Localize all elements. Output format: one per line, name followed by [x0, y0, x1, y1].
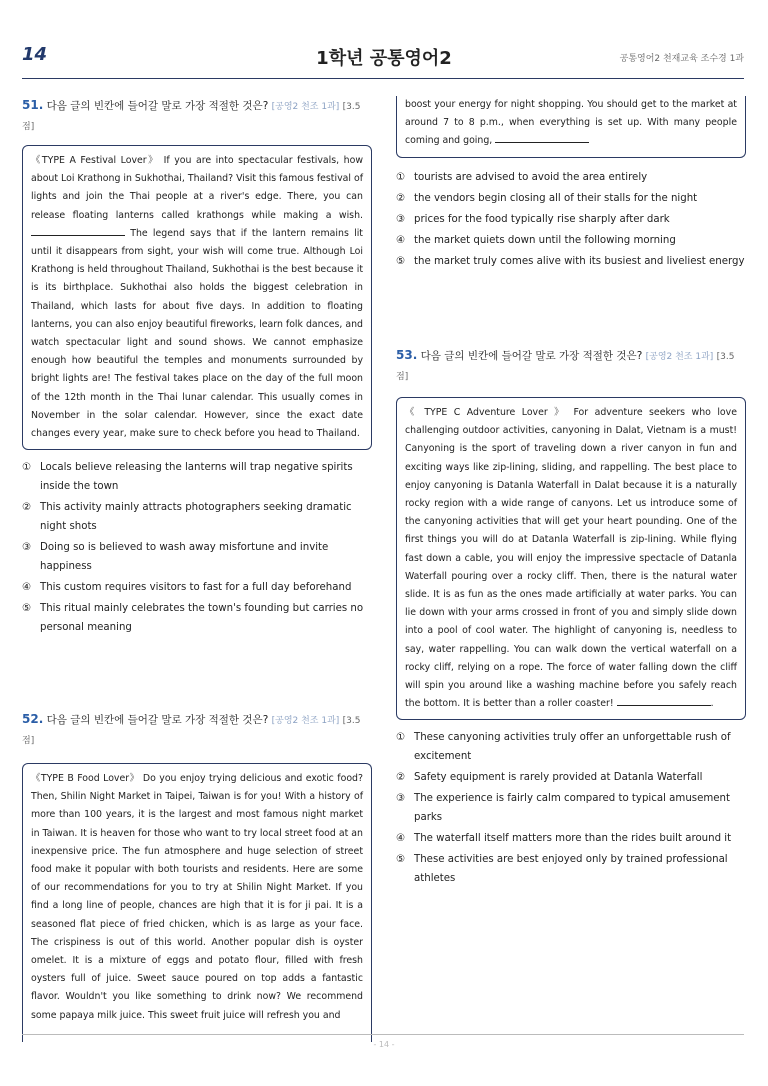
choice-text: Doing so is believed to wash away misfortune and invite happiness [40, 542, 329, 573]
footer-divider [22, 1034, 744, 1035]
choice-2[interactable] [22, 498, 372, 536]
choice-marker: ② [396, 192, 406, 204]
choice-marker: ② [22, 502, 32, 514]
left-column [22, 96, 372, 1021]
passage-text: 《 TYPE C Adventure Lover 》 For adventure seekers who love challenging outdoor activities, canyoning in Dalat, Vietnam is a must! Canyoning is the sport of traveling down a river canyon in fun and exciting ways like zip-lining, sliding, and rappelling. The best place to enjoy canyoning is Datanla Waterfall in Dalat because it is a naturally rocky region with a wide range of canyons. Let us introduce some of the canyoning activities that will get your heart pounding. One of the first things you will do at Datanla Waterfall is zip-lining. While flying fast down a cable, you will enjoy the impressive spectacle of Datanla Waterfall pouring over a rocky cliff. Then, there is the natural water slide. It is as fun as the ones made artificially at water parks. You can lie down with your arms crossed in front of you and simply slide down into a pool of cool water. The highlight of canyoning is, needless to say, water rappelling. You can walk down the vertical waterfall on a rocky cliff, relying on a rope. The force of water falling down the cliff will spin you around like a washing machine before you safely reach the bottom. It is better than a roller coaster! [405, 407, 737, 710]
choice-marker: ③ [396, 793, 406, 805]
question-points: [3.5점] [22, 102, 361, 132]
choice-4[interactable] [396, 829, 746, 848]
question-heading [396, 346, 746, 387]
choice-text: tourists are advised to avoid the area entirely [414, 171, 648, 183]
choice-5[interactable] [396, 252, 746, 271]
question-number: 53. [396, 348, 418, 362]
choice-marker: ⑤ [396, 255, 406, 267]
choice-text: the market quiets down until the following morning [414, 234, 676, 246]
question-51 [22, 96, 372, 637]
right-column [396, 96, 746, 885]
choice-4[interactable] [22, 578, 372, 597]
choice-marker: ④ [396, 833, 406, 845]
passage-box [22, 145, 372, 450]
question-points: [3.5점] [22, 716, 361, 746]
question-heading [22, 710, 372, 751]
question-points: [3.5점] [396, 352, 735, 382]
page-number: 14 [22, 44, 48, 65]
choice-text: This custom requires visitors to fast for a full day beforehand [40, 582, 352, 594]
page-title: 1학년 공통영어2 [316, 48, 452, 69]
choice-3[interactable] [396, 789, 746, 827]
choice-marker: ② [396, 772, 406, 784]
question-prompt: 다음 글의 빈칸에 들어갈 말로 가장 적절한 것은? [46, 100, 269, 112]
question-source: [공영2 천조 1과] [271, 102, 340, 112]
choice-marker: ③ [22, 542, 32, 554]
choice-text: The experience is fairly calm compared to typical amusement parks [414, 793, 730, 824]
choice-text: These activities are best enjoyed only by trained professional athletes [414, 854, 728, 885]
answer-blank [31, 225, 125, 236]
choice-1[interactable] [22, 458, 372, 496]
choice-5[interactable] [396, 850, 746, 888]
choice-text: Locals believe releasing the lanterns will trap negative spirits inside the town [40, 462, 353, 493]
choice-3[interactable] [22, 538, 372, 576]
header-subtitle: 공통영어2 천재교육 조수경 1과 [619, 54, 744, 64]
choice-marker: ① [396, 732, 406, 744]
sentence-period: . [710, 698, 714, 710]
choice-text: Safety equipment is rarely provided at Datanla Waterfall [414, 772, 703, 784]
choice-1[interactable] [396, 168, 746, 187]
question-53 [396, 346, 746, 890]
passage-box [22, 763, 372, 1042]
choice-text: the market truly comes alive with its busiest and liveliest energy [414, 255, 745, 267]
choice-text: the vendors begin closing all of their stalls for the night [414, 192, 698, 204]
footer-page-number: - 14 - [373, 1040, 395, 1049]
answer-blank [617, 695, 711, 706]
choice-text: The waterfall itself matters more than the rides built around it [414, 833, 732, 845]
passage-box-continued [396, 96, 746, 158]
choice-marker: ③ [396, 213, 406, 225]
choice-marker: ④ [396, 234, 406, 246]
choice-2[interactable] [396, 768, 746, 787]
passage-text: boost your energy for night shopping. You should get to the market at around 7 to 8 p.m., when everything is set up. With many people coming and going, [405, 99, 737, 147]
passage-text: 《TYPE B Food Lover》 Do you enjoy trying delicious and exotic food? Then, Shilin Night Market in Taipei, Taiwan is for you! With a history of more than 100 years, it is the largest and most famous night market in Taiwan. It is heaven for those who want to try local street food at an inexpensive price. The fun atmosphere and huge selection of street food make it popular with both tourists and residents. Here are some of our recommendations for you to try at Shilin Night Market. If you find a long line of people, chances are high that it is for ji pai. It is a seasoned flat piece of fried chicken, which is as large as your face. The crispiness is out of this world. Another popular dish is oyster omelet. It is a mixture of eggs and potato flour, filled with fresh oysters full of juice. Sweet sauce poured on top adds a fantastic flavor. Wouldn't you like something to drink now? We recommend some papaya milk juice. This sweet fruit juice will refresh you and [31, 773, 363, 1021]
passage-box [396, 397, 746, 720]
header-divider [22, 78, 744, 79]
question-source: [공영2 천조 1과] [271, 716, 340, 726]
choice-list [396, 728, 746, 888]
choice-4[interactable] [396, 231, 746, 250]
choice-1[interactable] [396, 728, 746, 766]
choice-marker: ⑤ [396, 854, 406, 866]
choice-text: This ritual mainly celebrates the town's founding but carries no personal meaning [40, 603, 364, 634]
passage-text: The legend says that if the lantern remains lit until it disappears from sight, your wish will come true. Although Loi Krathong is held throughout Thailand, Sukhothai is the best because it is its birthplace. Sukhothai also holds the biggest celebration in Thailand, which lasts for about five days. In addition to floating lanterns, you can also enjoy beautiful fireworks, learn folk dances, and watch spectacular light and sound shows. We cannot emphasize enough how beautiful the temples and monuments surrounded by bright lights are! The festival takes place on the day of the full moon of the 12th month in the Thai lunar calendar. This usually comes in November in the solar calendar. However, since the exact date changes every year, make sure to check before you head to Thailand. [31, 227, 363, 440]
choice-text: prices for the food typically rise sharply after dark [414, 213, 670, 225]
question-52 [22, 710, 372, 1042]
choice-list [22, 458, 372, 637]
choice-marker: ④ [22, 582, 32, 594]
question-number: 51. [22, 98, 44, 112]
passage-text: 《TYPE A Festival Lover》 If you are into spectacular festivals, how about Loi Krathong in Sukhothai, Thailand? Visit this famous festival of lights and join the Thai people at a river's edge. There, you can release floating lanterns called krathongs while making a wish. [31, 155, 363, 221]
choice-list [396, 168, 746, 271]
question-source: [공영2 천조 1과] [645, 352, 714, 362]
question-number: 52. [22, 712, 44, 726]
choice-2[interactable] [396, 189, 746, 208]
question-heading [22, 96, 372, 137]
choice-text: These canyoning activities truly offer an unforgettable rush of excitement [414, 732, 731, 763]
question-prompt: 다음 글의 빈칸에 들어갈 말로 가장 적절한 것은? [420, 350, 643, 362]
choice-5[interactable] [22, 599, 372, 637]
answer-blank [495, 132, 589, 143]
choice-text: This activity mainly attracts photographers seeking dramatic night shots [40, 502, 352, 533]
choice-marker: ① [396, 171, 406, 183]
page-header [0, 0, 768, 80]
question-prompt: 다음 글의 빈칸에 들어갈 말로 가장 적절한 것은? [46, 714, 269, 726]
choice-marker: ⑤ [22, 603, 32, 615]
choice-3[interactable] [396, 210, 746, 229]
choice-marker: ① [22, 462, 32, 474]
